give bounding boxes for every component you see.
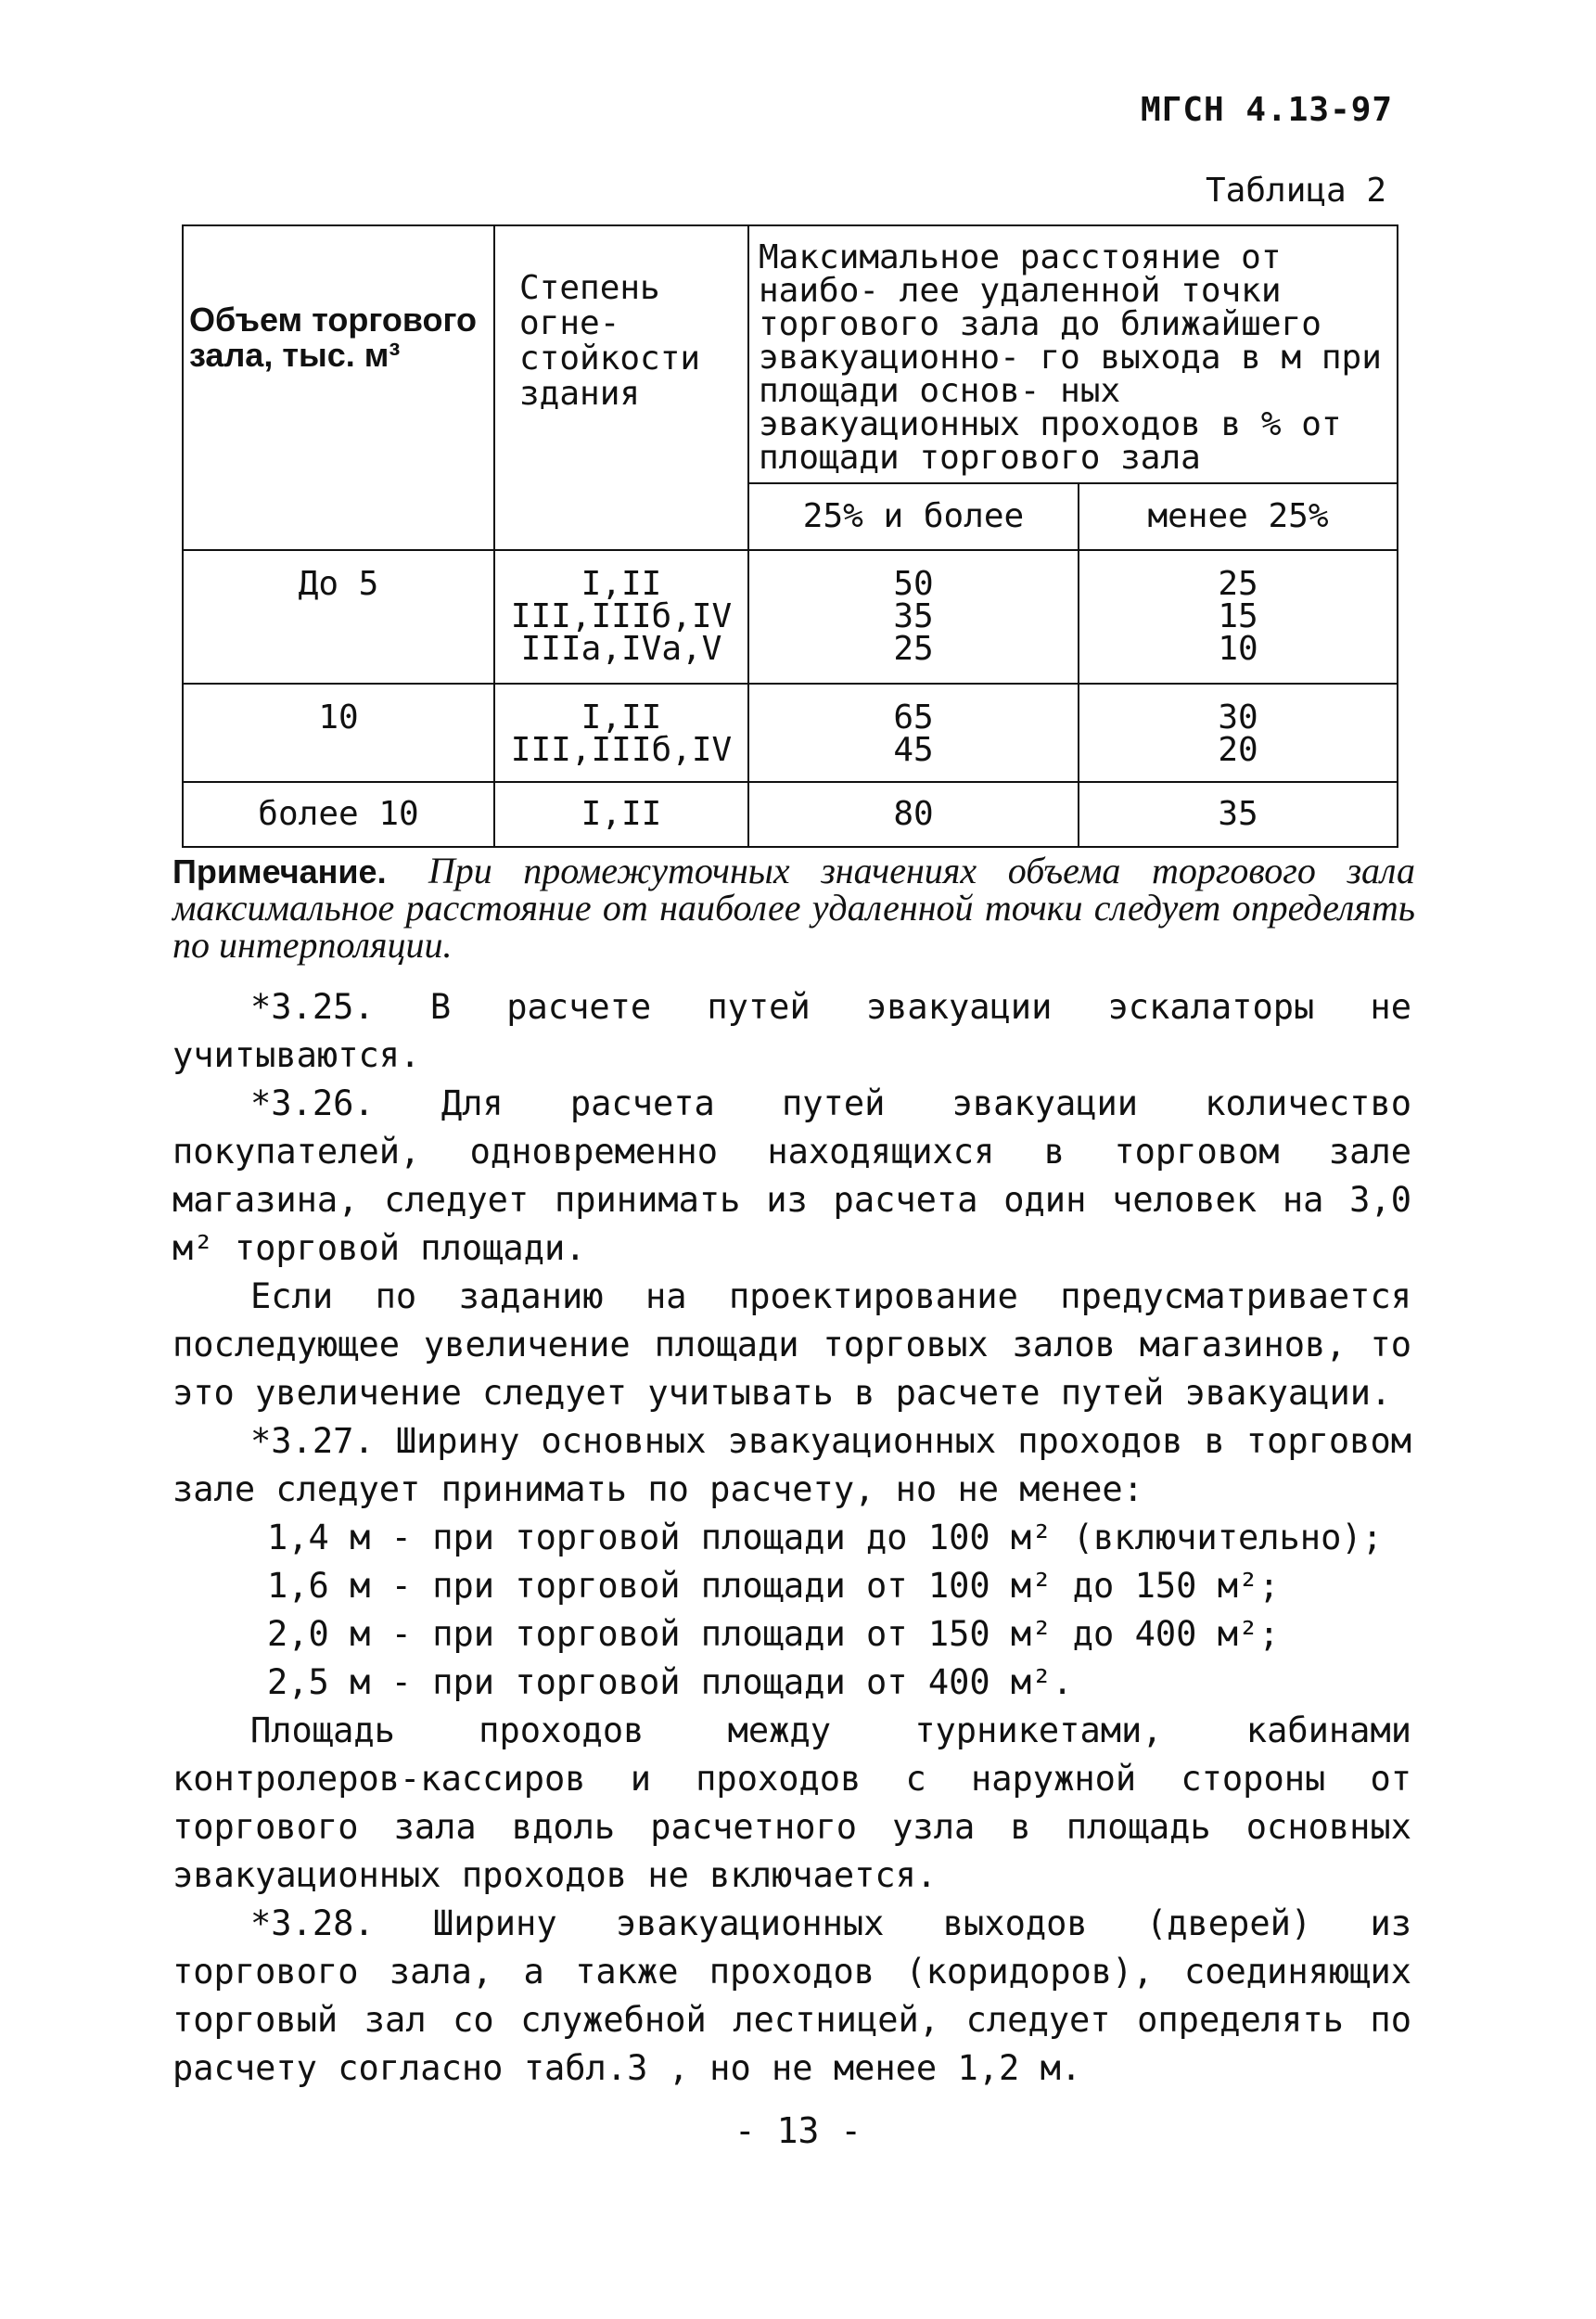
cell-degrees: I,II III,IIIб,IV [494, 684, 748, 782]
evacuation-distance-table [182, 224, 1398, 848]
cell-25-more: 50 35 25 [748, 550, 1079, 684]
note-text: При промежуточных значениях объема торгового зала максимальное расстояние от наиболее удаленной точки следует определять по интерполяции. [172, 850, 1415, 966]
table-row [183, 550, 1398, 684]
list-item: 1,6 м - при торговой площади от 100 м² до 150 м²; [267, 1566, 1280, 1606]
header-25-less: менее 25% [1079, 483, 1398, 550]
header-25-more: 25% и более [748, 483, 1079, 550]
cell-degrees: I,II III,IIIб,IV IIIa,IVa,V [494, 550, 748, 684]
cell-volume: 10 [183, 684, 494, 782]
document-code: МГСН 4.13-97 [1141, 91, 1394, 129]
page-number: - 13 - [734, 2110, 862, 2151]
table-note [172, 850, 1415, 966]
table-row [183, 782, 1398, 847]
header-max-distance: Максимальное расстояние от наибо- лее удаленной точки торгового зала до ближайшего эвакуационно- го выхода в м при площади основ- ных эвакуационных проходов в % от площади торгового зала [748, 225, 1398, 483]
list-item: 2,0 м - при торговой площади от 150 м² до 400 м²; [267, 1614, 1280, 1654]
cell-25-more: 65 45 [748, 684, 1079, 782]
cell-25-less: 35 [1079, 782, 1398, 847]
cell-volume: более 10 [183, 782, 494, 847]
list-item: 1,4 м - при торговой площади до 100 м² (включительно); [267, 1518, 1383, 1557]
paragraph-3-28: *3.28. Ширину эвакуационных выходов (дверей) из торгового зала, а также проходов (коридоров), соединяющих торговый зал со служебной лестницей, следует определять по расчету согласно табл.3 , но не менее 1,2 м. [172, 1903, 1411, 2088]
cell-degrees: I,II [494, 782, 748, 847]
cell-25-more: 80 [748, 782, 1079, 847]
body-text [172, 983, 1411, 2093]
table-label: Таблица 2 [1206, 172, 1387, 210]
header-volume: Объем торгового зала, тыс. м³ [183, 225, 494, 550]
paragraph-3-26-continued: Если по заданию на проектирование предусматривается последующее увеличение площади торговых залов магазинов, то это увеличение следует учитывать в расчете путей эвакуации. [172, 1276, 1411, 1413]
paragraph-3-27-continued: Площадь проходов между турникетами, кабинами контролеров-кассиров и проходов с наружной стороны от торгового зала вдоль расчетного узла в площадь основных эвакуационных проходов не включается. [172, 1710, 1411, 1895]
paragraph-3-26: *3.26. Для расчета путей эвакуации количество покупателей, одновременно находящихся в торговом зале магазина, следует принимать из расчета один человек на 3,0 м² торговой площади. [172, 1083, 1411, 1268]
cell-25-less: 30 20 [1079, 684, 1398, 782]
table-row [183, 684, 1398, 782]
cell-volume: До 5 [183, 550, 494, 684]
paragraph-3-25: *3.25. В расчете путей эвакуации эскалаторы не учитываются. [172, 987, 1411, 1075]
list-item: 2,5 м - при торговой площади от 400 м². [267, 1662, 1073, 1702]
paragraph-3-27: *3.27. Ширину основных эвакуационных проходов в торговом зале следует принимать по расчету, но не менее: [172, 1421, 1411, 1509]
note-label: Примечание. [172, 852, 387, 890]
cell-25-less: 25 15 10 [1079, 550, 1398, 684]
header-fire-resistance: Степень огне- стойкости здания [494, 225, 748, 550]
